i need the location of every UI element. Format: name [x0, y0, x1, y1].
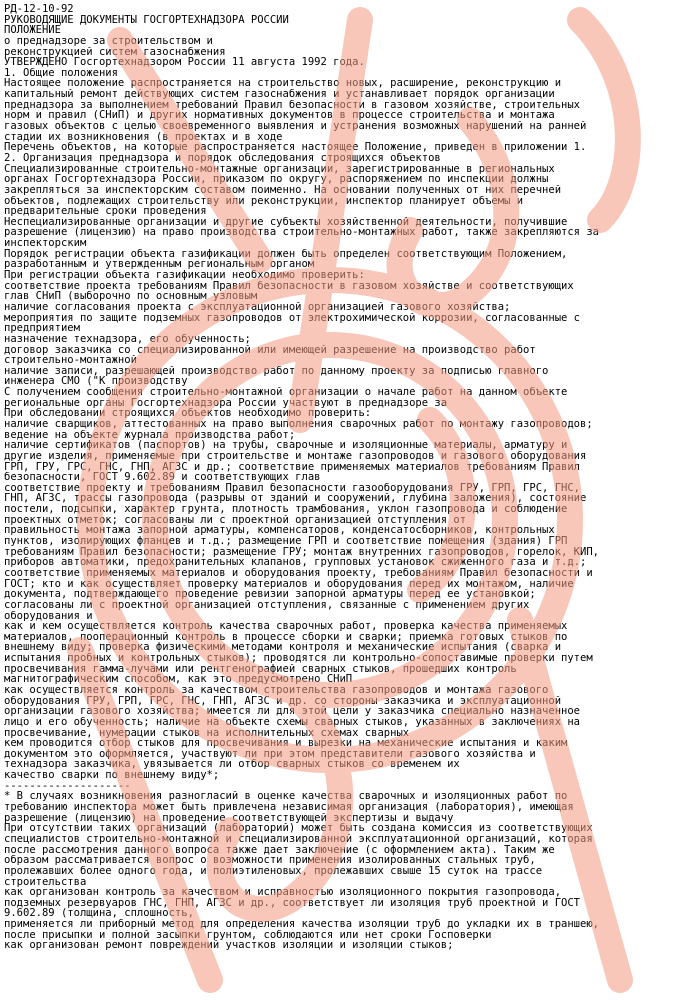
document-line: постели, подсыпки, характер грунта, плотность трамбования, уклон газопровода и соблюдение — [4, 504, 568, 515]
document-line: договор заказчика со специализированной или имеющей разрешение на производство работ — [4, 344, 536, 356]
document-line: качество сварки по внешнему виду*; — [4, 770, 220, 781]
document-body — [4, 4, 694, 951]
document-line: Порядок регистрации объекта газификации должен быть определен соответствующим Положением, — [4, 248, 568, 260]
document-line: С получением сообщения строительно-монтажной организации о начале работ на данном объекте — [4, 387, 568, 398]
document-line: стадии их возникновения (в проектах и в ходе — [4, 131, 283, 143]
document-line: пролежавших более одного года, и полиэтиленовых, пролежавших свыше 15 суток на трассе — [4, 865, 543, 877]
document-line: испытания пробных и контрольных стыков); проводятся ли контрольно-сопоставимые проверки путем — [4, 653, 593, 664]
document-line: ГОСТ; кто и как осуществляет проверку материалов и оборудования перед их монтажом, наличие — [4, 578, 574, 590]
document-line: При регистрации объекта газификации необходимо проверить: — [4, 270, 365, 281]
document-line: мероприятия по защите подземных газопроводов от электрохимической коррозии, согласованные с — [4, 312, 581, 324]
document-line: соответствие проекту и требованиям Правил безопасности газооборудования ГРУ, ГРП, ГРС, ГНС, — [4, 482, 581, 494]
document-line: наличие записи, разрешающей производство работ по данному проекту за подписью главного — [4, 365, 549, 377]
document-line: Настоящее положение распространяется на строительство новых, расширение, реконструкцию и — [4, 78, 562, 90]
document-line: материалов, пооперационный контроль в процессе сборки и сварки; приемка готовых стыков по — [4, 631, 568, 643]
document-line: Специализированные строительно-монтажные организации, зарегистрированные в региональных — [4, 163, 555, 175]
document-line: кем проводится отбор стыков для просвечивания и вырезки на механические испытания и каким — [4, 738, 568, 749]
document-line: другие изделия, применяемые при строительстве и монтаже газопроводов и газового оборудования — [4, 450, 587, 462]
document-line: РУКОВОДЯЩИЕ ДОКУМЕНТЫ ГОСГОРТЕХНАДЗОРА РОССИИ — [4, 14, 289, 26]
document-line: предприятием — [4, 323, 80, 334]
document-line: ГРП, ГРУ, ГРС, ГНС, ГНП, АГЗС и др.; соответствие применяемых материалов требованиям Правил — [4, 461, 581, 473]
document-line: как и кем осуществляется контроль качества сварочных работ, проверка качества применяемых — [4, 621, 568, 632]
document-line: ГНП, АГЗС, трассы газопровода (разрывы от зданий и сооружений, глубина заложения), состояние — [4, 493, 587, 505]
document-line: образом рассматривается вопрос о возможности применения изолированных стальных труб, — [4, 855, 536, 866]
document-line: разрешение (лицензию) на право производства строительно-монтажных работ, также закрепляются за — [4, 227, 599, 239]
document-line: наличие согласования проекта с эксплуатационной организацией газового хозяйства; — [4, 301, 511, 313]
document-line: подземных резервуаров ГНС, ГНП, АГЗС и др., соответствует ли изоляция труб проектной и ГОСТ — [4, 897, 581, 909]
document-line: лицо и его обученность; наличие на объекте схемы сварных стыков, указанных в заключениях на — [4, 716, 581, 728]
document-line: инспекторским — [4, 238, 87, 249]
document-line: специалистов строительно-монтажной и специализированной эксплуатационной организаций, которая — [4, 833, 593, 845]
document-line: РД-12-10-92 — [4, 4, 74, 15]
document-line: соответствие применяемых материалов и оборудования проекту, требованиям Правил безопасности и — [4, 567, 593, 579]
document-line: При отсутствии таких организаций (лабораторий) может быть создана комиссия из соответствующих — [4, 823, 593, 834]
document-line: органах Госгортехнадзора России, приказом по округу, распоряжением по инспекции должны — [4, 174, 549, 185]
document-line: УТВЕРЖДЕНО Госгортехнадзором России 11 августа 1992 года. — [4, 57, 365, 68]
document-line: строительства — [4, 876, 87, 888]
document-line: предварительные сроки проведения — [4, 206, 207, 217]
document-line: Неспециализированные организации и другие субъекты хозяйственной деятельности, получившие — [4, 216, 568, 228]
document-line: назначение технадзора, его обученность; — [4, 333, 251, 345]
document-line: разрешение (лицензию) на проведение соответствующей экспертизы и выдачу — [4, 812, 454, 824]
document-line: При обследовании строящихся объектов необходимо проверить: — [4, 408, 372, 419]
document-line: просвечивание, нумерации стыков на исполнительных схемах сварных — [4, 727, 410, 739]
document-line: Перечень объектов, на которые распространяется настоящее Положение, приведен в приложении 1. — [4, 142, 587, 153]
document-line: * В случаях возникновения разногласий в оценке качества сварочных и изоляционных работ по — [4, 791, 568, 803]
document-line: ведение на объекте журнала производства работ; — [4, 429, 296, 441]
document-line: как осуществляется контроль за качеством строительства газопроводов и монтажа газового — [4, 685, 549, 696]
document-line: как организован ремонт повреждений участков изоляции и изоляции стыков; — [4, 940, 454, 952]
document-line: -------------------- — [4, 780, 131, 792]
document-line: как организован контроль за качеством и исправностью изоляционного покрытия газопровода, — [4, 887, 562, 898]
document-line: после рассмотрения данного вопроса также дает заключение (с оформлением акта). Таким же — [4, 844, 555, 856]
document-line: норм и правил (СНиП) и других нормативных документов в процессе строительства и монтажа — [4, 110, 555, 122]
document-line: реконструкцией систем газоснабжения — [4, 46, 226, 58]
document-line: 9.602.89 (толщина, сплошность, — [4, 908, 194, 920]
document-line: магнитографическим способом, как это предусмотрено СНиП — [4, 674, 353, 685]
document-line: организации газового хозяйства; имеется ли для этой цели у заказчика специально назначенное — [4, 706, 581, 717]
document-line: внешнему виду; проверка физическими методами контроля и механические испытания (сварка и — [4, 642, 562, 654]
document-line: региональные органы Госгортехнадзора России участвуют в преднадзоре за — [4, 397, 448, 409]
document-line: пунктов, изолирующих фланцев и т.д.; размещение ГРП и соответствие помещения (здания) ГРП — [4, 536, 568, 547]
document-line: ПОЛОЖЕНИЕ — [4, 25, 61, 36]
document-line: правильность монтажа запорной арматуры, компенсаторов, конденсатосборников, контрольных — [4, 525, 555, 537]
document-line: применяется ли приборный метод для определения качества изоляции труб до укладки их в траншею, — [4, 919, 599, 930]
document-line: преднадзора за выполнением требований Правил безопасности в газовом хозяйстве, строительных — [4, 99, 581, 111]
document-line: наличие сертификатов (паспортов) на трубы, сварочные и изоляционные материалы, арматуру и — [4, 440, 568, 451]
document-line: проектных отметок; согласованы ли с проектной организацией отступления от — [4, 514, 467, 526]
document-line: капитальный ремонт действующих систем газоснабжения и устанавливает порядок организации — [4, 89, 555, 100]
document-line: газовых объектов с целью своевременного выявления и устранения возможных нарушений на ранней — [4, 121, 587, 132]
document-line: о преднадзоре за строительством и — [4, 35, 213, 47]
document-line: согласованы ли с проектной организацией отступления, связанные с применением других — [4, 599, 530, 611]
document-line: после присыпки и полной засыпки грунтом, соблюдаются или нет сроки Госповерки — [4, 929, 492, 941]
document-line: соответствие проекта требованиям Правил безопасности в газовом хозяйстве и соответствующих — [4, 280, 574, 292]
document-line: 1. Общие положения — [4, 67, 118, 79]
document-line: объектов, подлежащих строительству или реконструкции, инспектор планирует объемы и — [4, 195, 524, 207]
document-line: документа, подтверждающего проведение ревизии запорной арматуры перед ее установкой; — [4, 589, 536, 600]
document-line: технадзора заказчика, увязывается ли отбор сварных стыков со временем их — [4, 759, 460, 771]
document-line: глав СНиП (выборочно по основным узловым — [4, 291, 258, 302]
document-line: требованию инспектора может быть привлечена независимая организация (лаборатория), имеющая — [4, 802, 574, 813]
document-line: безопасности, ГОСТ 9.602.89 и соответствующих глав — [4, 472, 321, 483]
document-line: закрепляться за инспекторским составом поименно. На основании полученных от них перечней — [4, 184, 562, 196]
document-line: 2. Организация преднадзора и порядок обследования строящихся объектов — [4, 152, 441, 164]
document-line: приборов автоматики, предохранительных клапанов, групповых установок сжиженного газа и т.д.; — [4, 557, 587, 568]
document-line: инженера СМО ("К производству — [4, 376, 188, 388]
document-line: разработанным и утвержденным региональным органом — [4, 259, 315, 271]
document-line: строительно-монтажной — [4, 355, 137, 366]
document-line: оборудования ГРУ, ГРП, ГРС, ГНС, ГНП, АГЗС и др. со стороны заказчика и эксплуатационной — [4, 695, 562, 707]
document-line: просвечивания гамма-лучами или рентгенографией сварных стыков, прошедших контроль — [4, 663, 517, 675]
document-line: документом это оформляется, участвуют ли при этом представители газового хозяйства и — [4, 748, 536, 760]
document-line: наличие сварщиков, аттестованных на право выполнения сварочных работ по монтажу газопроводов; — [4, 418, 593, 430]
document-line: требованиям Правил безопасности; размещение ГРУ; монтаж внутренних газопроводов, горелок, КИП, — [4, 546, 599, 558]
document-line: оборудования и — [4, 610, 93, 622]
